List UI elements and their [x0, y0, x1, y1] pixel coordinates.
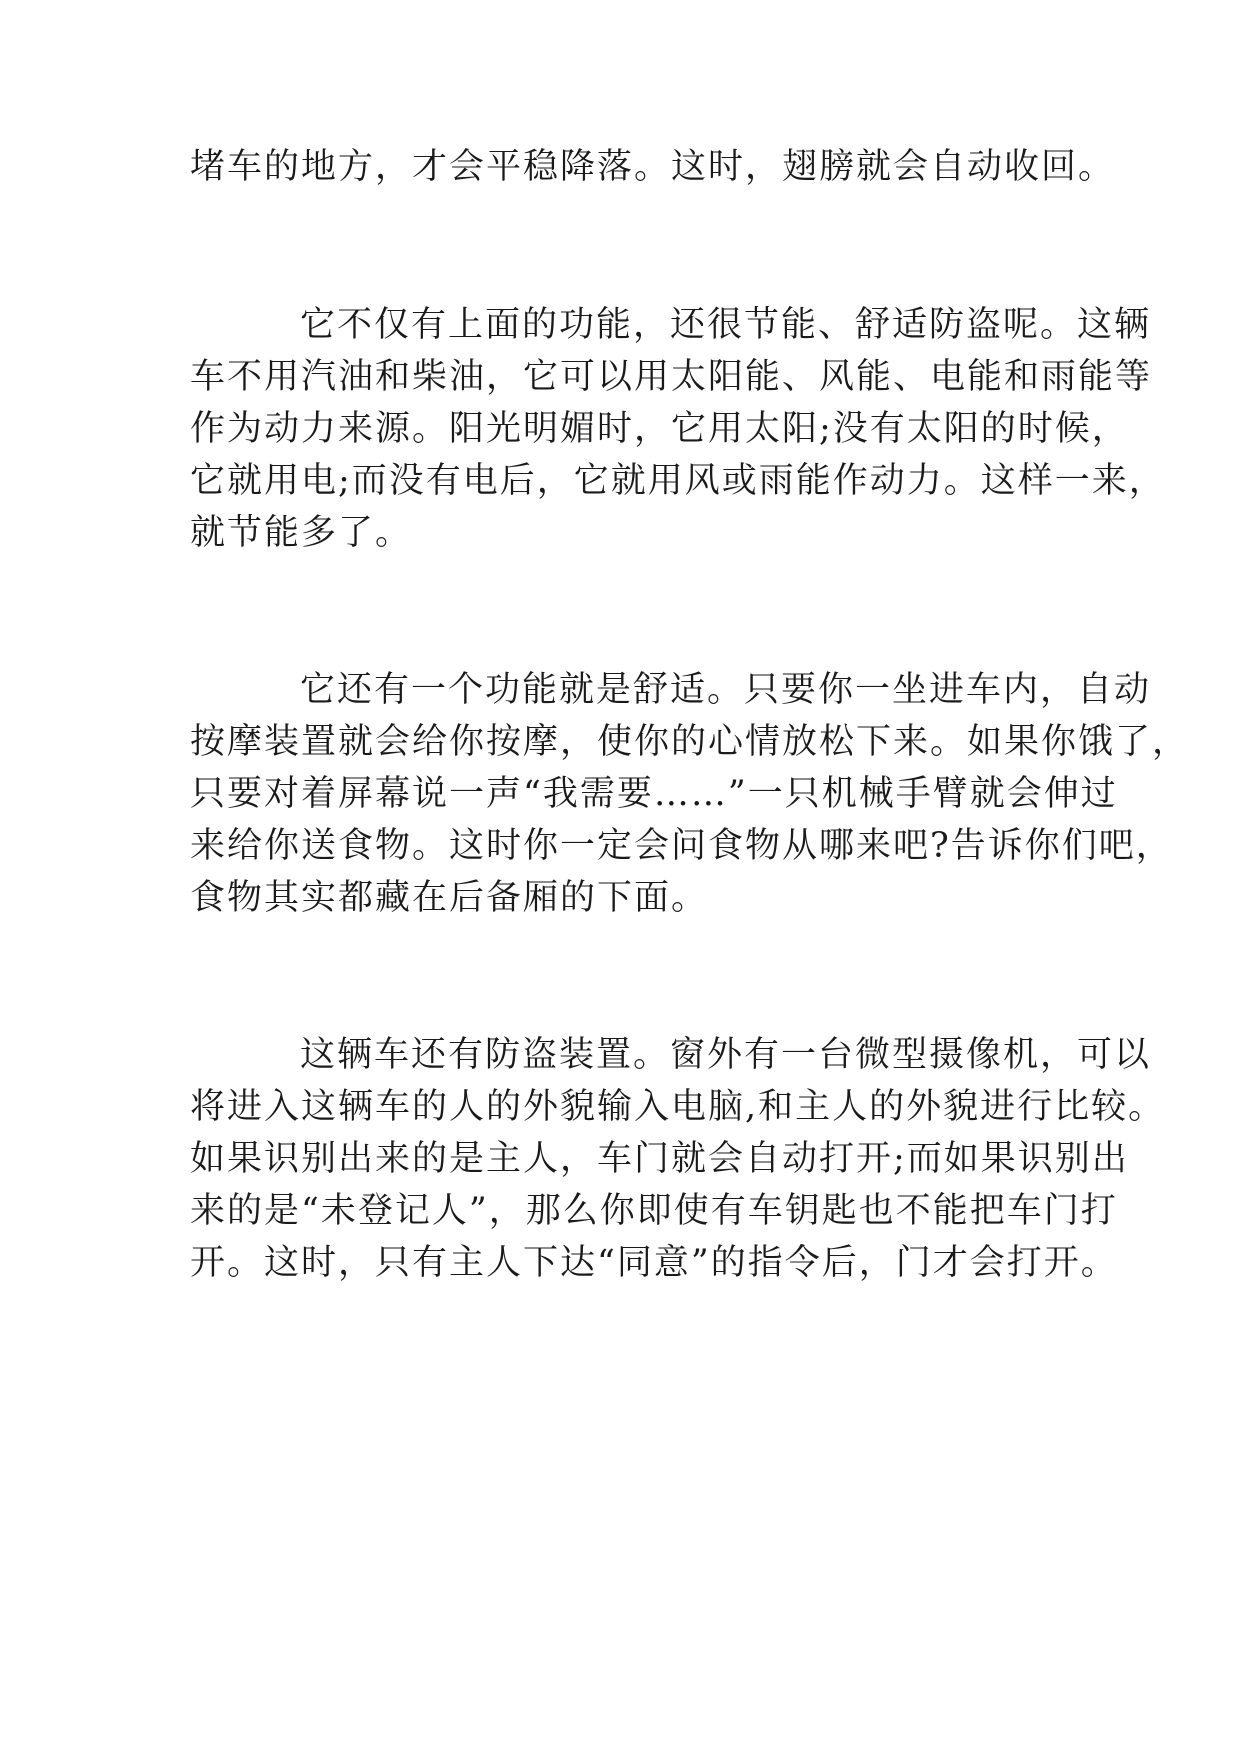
- paragraph-4-line-3: 如果识别出来的是主人，车门就会自动打开;而如果识别出: [190, 1139, 1129, 1179]
- paragraph-2-line-2: 车不用汽油和柴油，它可以用太阳能、风能、电能和雨能等: [190, 357, 1153, 397]
- paragraph-2-line-3: 作为动力来源。阳光明媚时，它用太阳;没有太阳的时候，: [190, 409, 1129, 449]
- paragraph-4-line-5: 开。这时，只有主人下达“同意”的指令后，门才会打开。: [190, 1243, 1118, 1283]
- paragraph-4-line-2: 将进入这辆车的人的外貌输入电脑,和主人的外貌进行比较。: [190, 1087, 1166, 1127]
- paragraph-2-line-5: 就节能多了。: [190, 513, 413, 553]
- paragraph-4-line-1: 这辆车还有防盗装置。窗外有一台微型摄像机，可以: [300, 1035, 1152, 1075]
- paragraph-3-line-1: 它还有一个功能就是舒适。只要你一坐进车内，自动: [300, 670, 1152, 710]
- paragraph-4-line-4: 来的是“未登记人”，那么你即使有车钥匙也不能把车门打: [190, 1191, 1118, 1231]
- paragraph-2-line-4: 它就用电;而没有电后，它就用风或雨能作动力。这样一来，: [190, 461, 1166, 501]
- paragraph-1-line-1: 堵车的地方，才会平稳降落。这时，翅膀就会自动收回。: [190, 147, 1116, 187]
- paragraph-3-line-4: 来给你送食物。这时你一定会问食物从哪来吧?告诉你们吧，: [190, 826, 1173, 866]
- paragraph-3-line-2: 按摩装置就会给你按摩，使你的心情放松下来。如果你饿了，: [190, 722, 1190, 762]
- paragraph-2-line-1: 它不仅有上面的功能，还很节能、舒适防盗呢。这辆: [300, 305, 1152, 345]
- paragraph-3-line-5: 食物其实都藏在后备厢的下面。: [190, 878, 709, 918]
- paragraph-3-line-3: 只要对着屏幕说一声“我需要……”一只机械手臂就会伸过: [190, 774, 1118, 814]
